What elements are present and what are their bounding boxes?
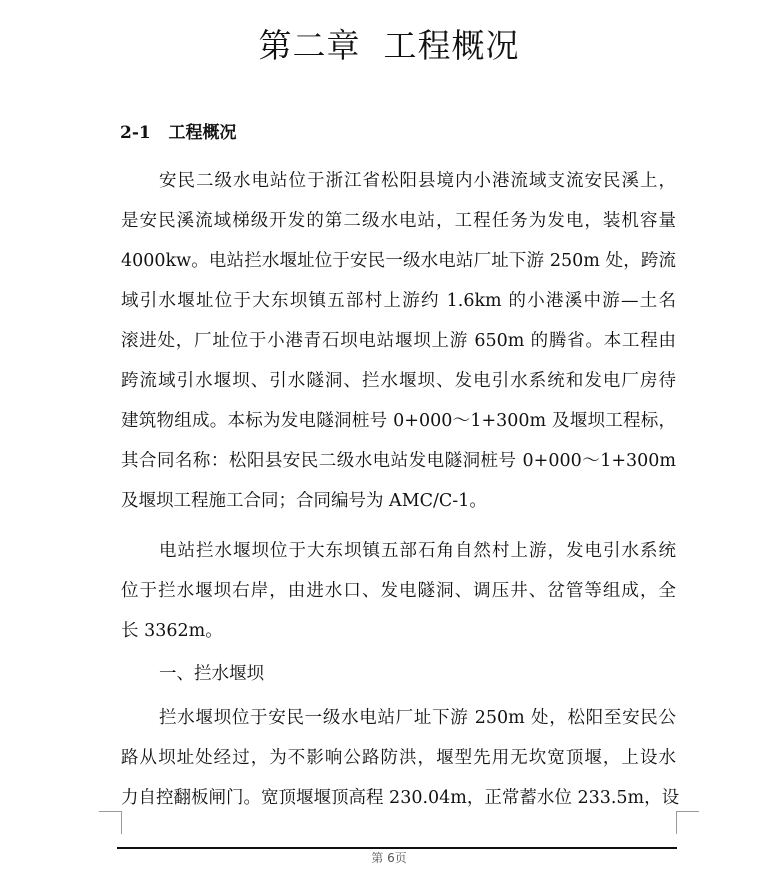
paragraph-line: 路从坝址处经过，为不影响公路防洪，堰型先用无坎宽顶堰，上设水 [121,748,676,768]
margin-corner-mark [676,811,699,834]
paragraph-line: 是安民溪流域梯级开发的第二级水电站，工程任务为发电，装机容量 [121,211,676,231]
paragraph-line: 电站拦水堰坝位于大东坝镇五部石角自然村上游，发电引水系统 [159,541,676,561]
paragraph-line: 域引水堰址位于大东坝镇五部村上游约 1.6km 的小港溪中游—土名 [121,291,676,311]
paragraph-line: 力自控翻板闸门。宽顶堰堰顶高程 230.04m，正常蓄水位 233.5m，设 [121,788,680,808]
paragraph-line: 安民二级水电站位于浙江省松阳县境内小港流域支流安民溪上， [159,171,676,191]
section-heading: 2-1 工程概况 [120,123,237,143]
paragraph-line: 4000kw。电站拦水堰址位于安民一级水电站厂址下游 250m 处，跨流 [121,251,676,271]
paragraph-line: 滚进处，厂址位于小港青石坝电站堰坝上游 650m 的腾省。本工程由 [121,331,676,351]
paragraph-line: 其合同名称：松阳县安民二级水电站发电隧洞桩号 0+000～1+300m [121,451,676,471]
paragraph-line: 长 3362m。 [121,621,223,641]
paragraph-line: 位于拦水堰坝右岸，由进水口、发电隧洞、调压井、岔管等组成，全 [121,581,676,601]
paragraph-line: 及堰坝工程施工合同；合同编号为 AMC/C-1。 [121,491,487,511]
subsection-heading: 一、拦水堰坝 [159,664,264,684]
margin-corner-mark [99,811,122,834]
chapter-title: 第二章 工程概况 [258,26,520,65]
paragraph-line: 建筑物组成。本标为发电隧洞桩号 0+000～1+300m 及堰坝工程标， [121,411,676,431]
paragraph-line: 跨流域引水堰坝、引水隧洞、拦水堰坝、发电引水系统和发电厂房待 [121,371,676,391]
paragraph-line: 拦水堰坝位于安民一级水电站厂址下游 250m 处，松阳至安民公 [159,708,676,728]
page-number: 第 6页 [371,851,407,865]
